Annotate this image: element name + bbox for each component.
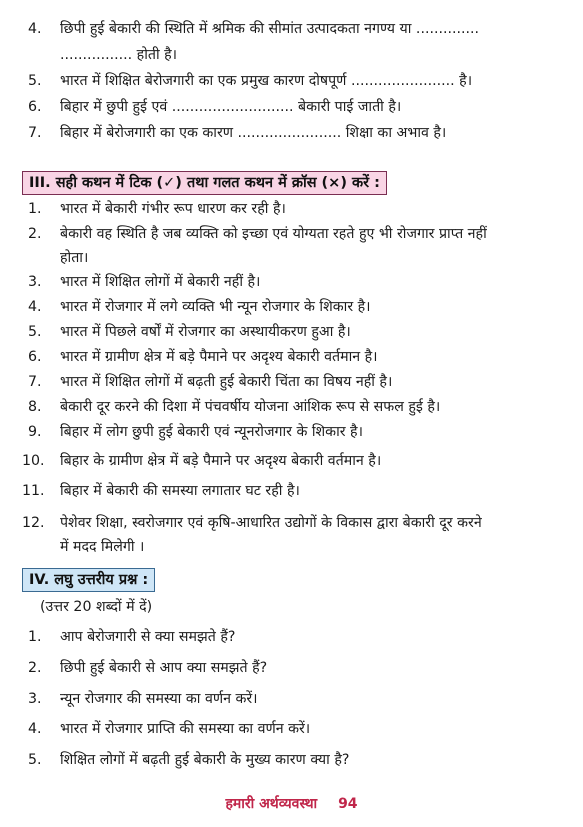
book-title: हमारी अर्थव्यवस्था — [225, 796, 318, 812]
item-text: बिहार में बेकारी की समस्या लगातार घट रही है। — [60, 483, 300, 499]
item-number: 8. — [28, 399, 42, 415]
item-number: 11. — [22, 483, 45, 499]
item-number: 3. — [28, 274, 42, 290]
item-text: भारत में पिछले वर्षों में रोजगार का अस्थायीकरण हुआ है। — [60, 324, 351, 340]
item-number: 4. — [28, 21, 42, 37]
item-text: बेकारी वह स्थिति है जब व्यक्ति को इच्छा एवं योग्यता रहते हुए भी रोजगार प्राप्त नहीं — [60, 226, 487, 242]
item-number: 3. — [28, 691, 42, 707]
item-number: 6. — [28, 99, 42, 115]
note-text: (उत्तर 20 शब्दों में दें) — [40, 599, 153, 615]
section-3-heading: III. सही कथन में टिक (✓) तथा गलत कथन में क्रॉस (×) करें : — [22, 171, 387, 195]
item-text: बिहार में बेरोजगारी का एक कारण ....................... शिक्षा का अभाव है। — [60, 125, 447, 141]
item-number: 7. — [28, 374, 42, 390]
item-number: 4. — [28, 721, 42, 737]
item-number: 6. — [28, 349, 42, 365]
item-text: न्यून रोजगार की समस्या का वर्णन करें। — [60, 691, 258, 707]
item-text: बेकारी दूर करने की दिशा में पंचवर्षीय योजना आंशिक रूप से सफल हुई है। — [60, 399, 441, 415]
item-number: 12. — [22, 515, 45, 531]
item-number: 2. — [28, 660, 42, 676]
item-text: छिपी हुई बेकारी से आप क्या समझते हैं? — [60, 660, 268, 676]
item-text: ................ होती है। — [60, 47, 178, 63]
item-text: भारत में ग्रामीण क्षेत्र में बड़े पैमाने पर अदृश्य बेकारी वर्तमान है। — [60, 349, 378, 365]
section-4-heading: IV. लघु उत्तरीय प्रश्न : — [22, 568, 155, 592]
item-number: 5. — [28, 752, 42, 768]
item-text: भारत में शिक्षित लोगों में बेकारी नहीं है। — [60, 274, 261, 290]
item-number: 1. — [28, 629, 42, 645]
item-text: बिहार के ग्रामीण क्षेत्र में बड़े पैमाने पर अदृश्य बेकारी वर्तमान है। — [60, 453, 382, 469]
item-text: पेशेवर शिक्षा, स्वरोजगार एवं कृषि-आधारित उद्योगों के विकास द्वारा बेकारी दूर करने — [60, 515, 482, 531]
item-number: 2. — [28, 226, 42, 242]
item-text: भारत में बेकारी गंभीर रूप धारण कर रही है। — [60, 201, 286, 217]
item-number: 7. — [28, 125, 42, 141]
item-number: 5. — [28, 324, 42, 340]
item-number: 5. — [28, 73, 42, 89]
item-text: बिहार में छुपी हुई एवं ........................... बेकारी पाई जाती है। — [60, 99, 402, 115]
item-number: 1. — [28, 201, 42, 217]
page-footer — [0, 794, 583, 813]
item-number: 4. — [28, 299, 42, 315]
item-text: आप बेरोजगारी से क्या समझते हैं? — [60, 629, 236, 645]
page-number: 94 — [338, 796, 358, 812]
item-text: शिक्षित लोगों में बढ़ती हुई बेकारी के मुख्य कारण क्या है? — [60, 752, 350, 768]
item-text: छिपी हुई बेकारी की स्थिति में श्रमिक की सीमांत उत्पादकता नगण्य या .............. — [60, 21, 480, 37]
item-number: 10. — [22, 453, 45, 469]
item-text: बिहार में लोग छुपी हुई बेकारी एवं न्यूनरोजगार के शिकार है। — [60, 424, 363, 440]
item-number: 9. — [28, 424, 42, 440]
item-text: में मदद मिलेगी । — [60, 539, 145, 555]
item-text: होता। — [60, 250, 89, 266]
item-text: भारत में रोजगार में लगे व्यक्ति भी न्यून रोजगार के शिकार है। — [60, 299, 371, 315]
item-text: भारत में शिक्षित लोगों में बढ़ती हुई बेकारी चिंता का विषय नहीं है। — [60, 374, 393, 390]
item-text: भारत में शिक्षित बेरोजगारी का एक प्रमुख कारण दोषपूर्ण ....................... है। — [60, 73, 473, 89]
item-text: भारत में रोजगार प्राप्ति की समस्या का वर्णन करें। — [60, 721, 311, 737]
